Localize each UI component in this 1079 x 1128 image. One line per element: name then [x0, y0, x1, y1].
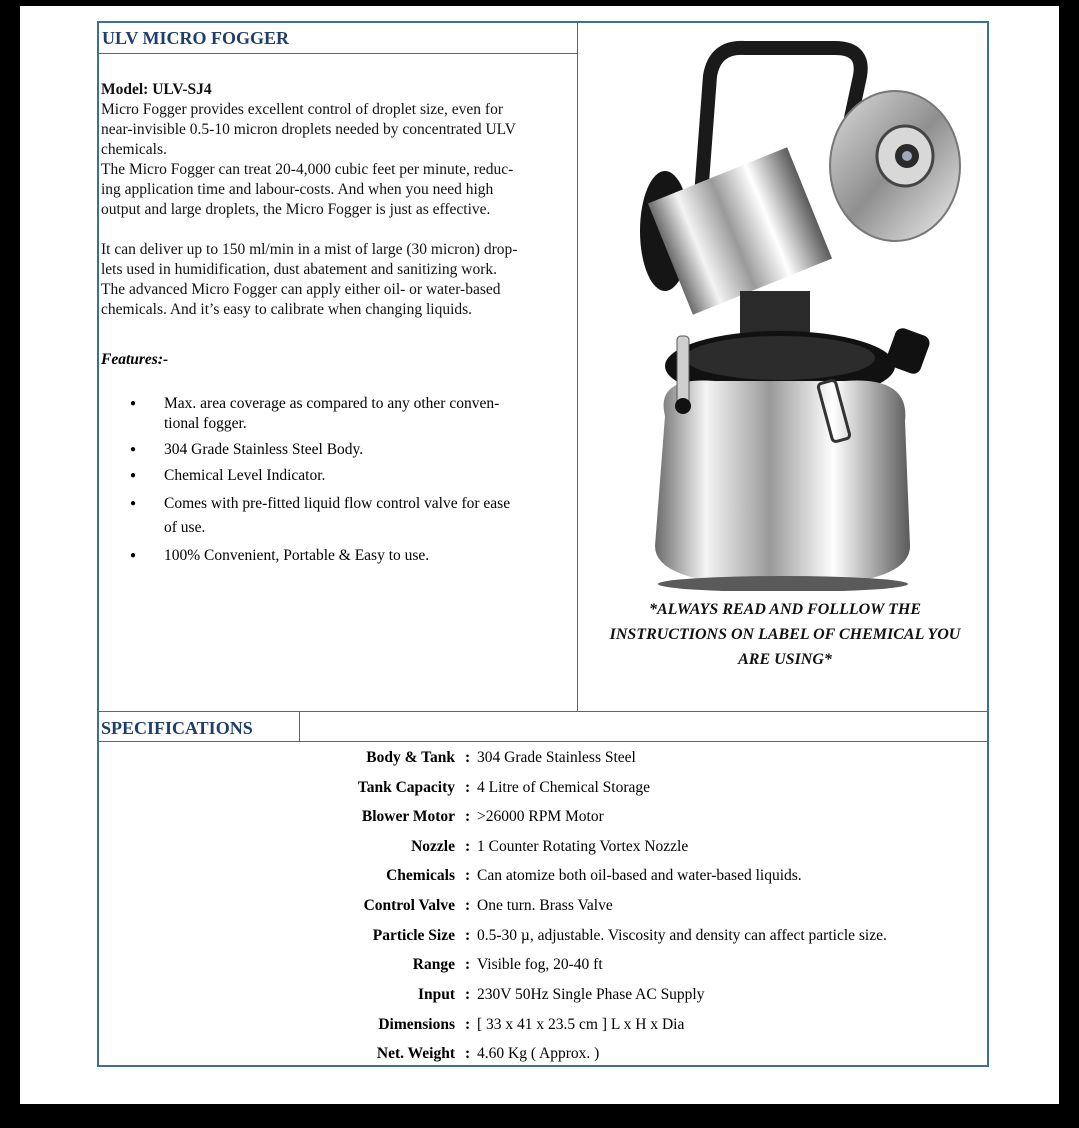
- description-line: chemicals.: [101, 141, 167, 158]
- feature-item: ● Chemical Level Indicator.: [130, 466, 560, 486]
- document-title: ULV MICRO FOGGER: [102, 28, 290, 48]
- features-list: [130, 394, 560, 572]
- spec-row-nozzle: Nozzle : 1 Counter Rotating Vortex Nozzle: [411, 838, 689, 855]
- description-line: The advanced Micro Fogger can apply either oil- or water-based: [101, 281, 501, 298]
- spec-row-input: Input : 230V 50Hz Single Phase AC Supply: [417, 986, 705, 1003]
- description-line: near-invisible 0.5-10 micron droplets needed by concentrated ULV: [101, 121, 516, 138]
- spec-row-control-valve: Control Valve : One turn. Brass Valve: [363, 897, 613, 914]
- feature-item: ● Comes with pre-fitted liquid flow control valve for ease of use.: [130, 492, 560, 540]
- spec-row-dimensions: Dimensions : [ 33 x 41 x 23.5 cm ] L x H x Dia: [378, 1016, 685, 1033]
- model-line: Model: ULV-SJ4: [101, 81, 212, 98]
- description-block: [101, 80, 581, 320]
- micro-fogger-product-image: [625, 36, 975, 591]
- spec-row-tank-capacity: Tank Capacity : 4 Litre of Chemical Storage: [357, 779, 651, 796]
- spec-row-body-tank: Body & Tank : 304 Grade Stainless Steel: [366, 749, 636, 766]
- feature-item: ● 100% Convenient, Portable & Easy to use.: [130, 546, 560, 566]
- spec-header-divider: [97, 741, 989, 742]
- feature-item: ● 304 Grade Stainless Steel Body.: [130, 440, 560, 460]
- description-line: ing application time and labour-costs. And when you need high: [101, 181, 494, 198]
- title-divider: [97, 53, 577, 54]
- description-line: chemicals. And it’s easy to calibrate when changing liquids.: [101, 301, 473, 318]
- feature-item: ● Max. area coverage as compared to any other conven- tional fogger.: [130, 394, 560, 434]
- description-line: The Micro Fogger can treat 20-4,000 cubic feet per minute, reduc-: [101, 161, 514, 178]
- spec-top-divider: [97, 711, 989, 712]
- features-title: Features:-: [101, 351, 169, 368]
- description-line: Micro Fogger provides excellent control of droplet size, even for: [101, 101, 504, 118]
- description-line: It can deliver up to 150 ml/min in a mist of large (30 micron) drop-: [101, 241, 518, 258]
- specifications-title: SPECIFICATIONS: [101, 718, 253, 738]
- spec-row-net-weight: Net. Weight : 4.60 Kg ( Approx. ): [376, 1045, 600, 1062]
- document-page: [20, 6, 1059, 1104]
- spec-header-cell-divider: [299, 711, 300, 741]
- chemical-warning: *ALWAYS READ AND FOLLLOW THE INSTRUCTIONS ON LABEL OF CHEMICAL YOU ARE USING*: [609, 601, 961, 668]
- description-line: lets used in humidification, dust abatement and sanitizing work.: [101, 261, 498, 278]
- spec-row-particle-size: Particle Size : 0.5-30 µ, adjustable. Viscosity and density can affect particle size.: [372, 927, 887, 944]
- spec-row-range: Range : Visible fog, 20-40 ft: [412, 956, 603, 973]
- description-line: output and large droplets, the Micro Fogger is just as effective.: [101, 201, 491, 218]
- spec-row-blower-motor: Blower Motor : >26000 RPM Motor: [361, 808, 604, 825]
- spec-row-chemicals: Chemicals : Can atomize both oil-based and water-based liquids.: [386, 867, 802, 884]
